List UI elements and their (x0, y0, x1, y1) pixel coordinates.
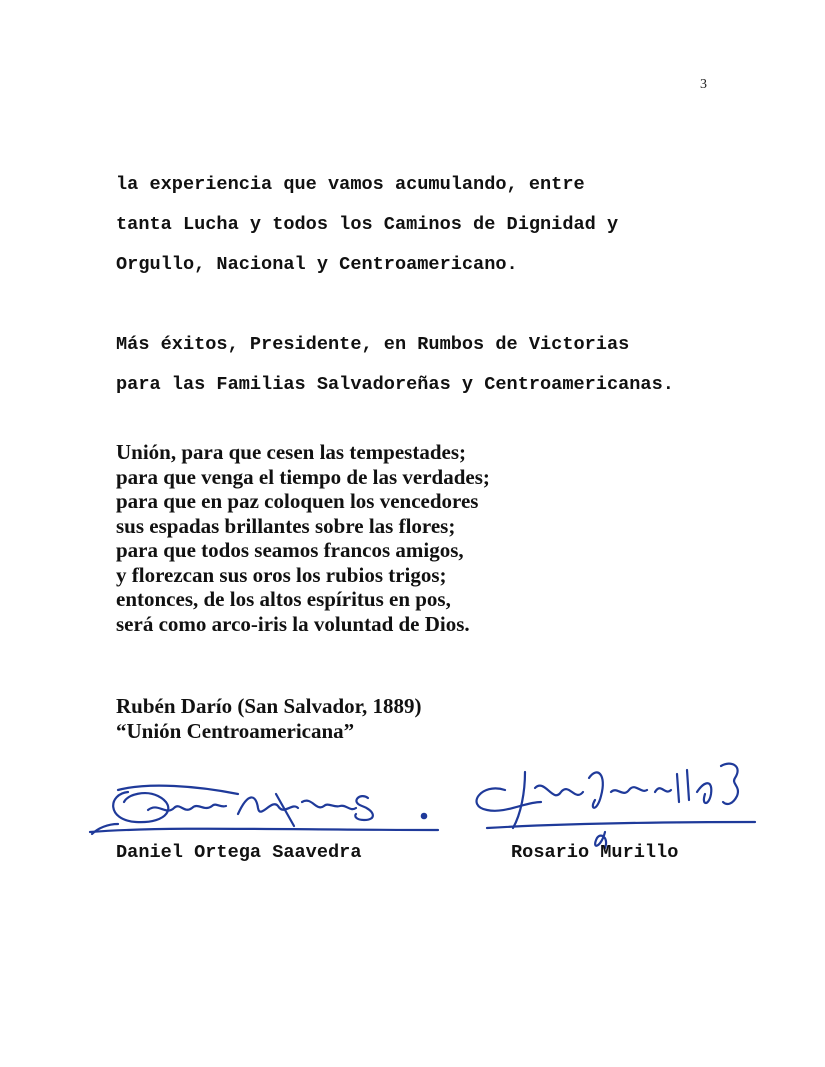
poem-quote (116, 440, 490, 636)
paragraph-line: la experiencia que vamos acumulando, entre (116, 174, 585, 195)
poem-line: para que venga el tiempo de las verdades; (116, 464, 490, 489)
poem-line: para que todos seamos francos amigos, (116, 538, 464, 562)
paragraph-line: Más éxitos, Presidente, en Rumbos de Victorias (116, 334, 630, 355)
poem-line: y florezcan sus oros los rubios trigos; (116, 562, 447, 587)
page-number: 3 (700, 77, 707, 92)
letter-paragraph-2 (116, 325, 674, 405)
signature-ortega (88, 772, 448, 842)
signer-name-left: Daniel Ortega Saavedra (116, 842, 362, 863)
paragraph-line: para las Familias Salvadoreñas y Centroamericanas. (116, 374, 674, 395)
poem-line: entonces, de los altos espíritus en pos, (116, 587, 451, 611)
poem-line: será como arco-iris la voluntad de Dios. (116, 611, 470, 636)
poem-line: Unión, para que cesen las tempestades; (116, 440, 466, 464)
poem-title: “Unión Centroamericana” (116, 718, 355, 743)
paragraph-line: tanta Lucha y todos los Caminos de Dignidad y (116, 214, 619, 235)
poem-attribution (116, 694, 422, 743)
letter-paragraph-1 (116, 165, 618, 285)
poem-author: Rubén Darío (San Salvador, 1889) (116, 694, 422, 718)
signer-name-right: Rosario Murillo (511, 842, 679, 863)
poem-line: sus espadas brillantes sobre las flores; (116, 513, 456, 538)
poem-line: para que en paz coloquen los vencedores (116, 489, 479, 513)
paragraph-line: Orgullo, Nacional y Centroamericano. (116, 254, 518, 275)
